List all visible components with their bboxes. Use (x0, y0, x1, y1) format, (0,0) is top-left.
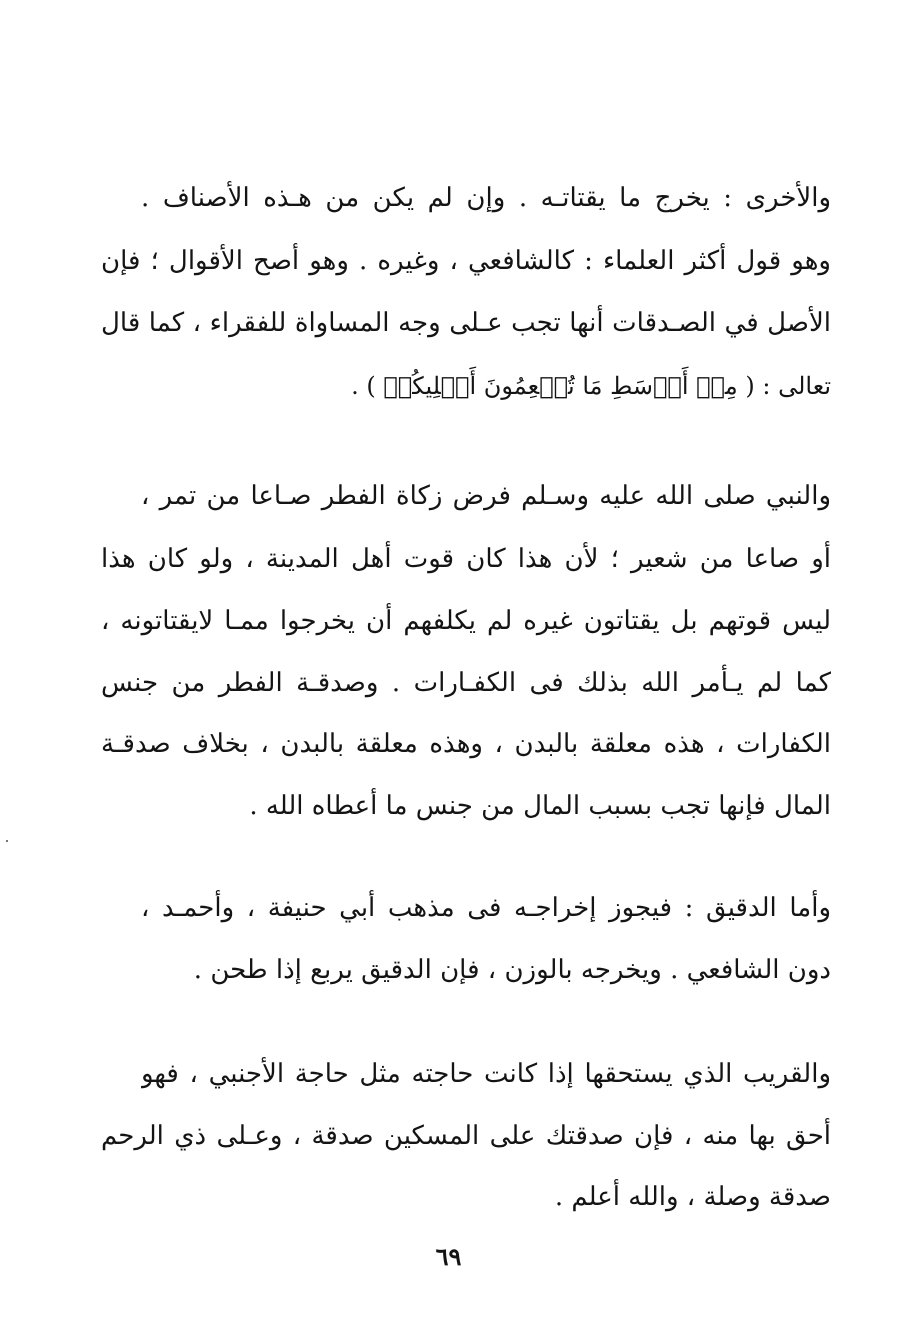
paragraph-2-line-2: أو صاعا من شعير ؛ لأن هذا كان قوت أهل المدينة ، ولو كان هذا (101, 544, 831, 574)
paragraph-2-line-5: الكفارات ، هذه معلقة بالبدن ، وهذه معلقة بالبدن ، بخلاف صدقـة (101, 729, 831, 759)
paragraph-1-line-3: الأصل في الصـدقات أنها تجب عـلى وجه المساواة للفقراء ، كما قال (101, 308, 831, 338)
paragraph-4-line-2: أحق بها منه ، فإن صدقتك على المسكين صدقة ، وعـلى ذي الرحم (101, 1121, 831, 1151)
paragraph-3-line-2: دون الشافعي . ويخرجه بالوزن ، فإن الدقيق يربع إذا طحن . (193, 955, 831, 985)
paragraph-1-line-2: وهو قول أكثر العلماء : كالشافعي ، وغيره . وهو أصح الأقوال ؛ فإن (101, 246, 831, 276)
paragraph-2-line-6: المال فإنها تجب بسبب المال من جنس ما أعطاه الله . (249, 791, 831, 821)
scan-speck (6, 840, 8, 842)
paragraph-2-line-4: كما لم يـأمر الله بذلك فى الكفـارات . وصدقـة الفطر من جنس (101, 668, 831, 698)
paragraph-1-line-4-quranic-verse: تعالى : ( مِنۡ أَوۡسَطِ مَا تُطۡعِمُونَ أَهۡلِيكُمۡ ) . (351, 372, 831, 400)
paragraph-2-line-1: والنبي صلى الله عليه وسـلم فرض زكاة الفطر صـاعا من تمر ، (141, 481, 831, 511)
paragraph-2-line-3: ليس قوتهم بل يقتاتون غيره لم يكلفهم أن يخرجوا ممـا لايقتاتونه ، (101, 606, 831, 636)
paragraph-1-line-1: والأخرى : يخرج ما يقتاتـه . وإن لم يكن من هـذه الأصناف . (141, 183, 831, 213)
paragraph-4-line-3: صدقة وصلة ، والله أعلم . (554, 1182, 831, 1212)
paragraph-4-line-1: والقريب الذي يستحقها إذا كانت حاجته مثل حاجة الأجنبي ، فهو (141, 1059, 831, 1089)
paragraph-3-line-1: وأما الدقيق : فيجوز إخراجـه فى مذهب أبي حنيفة ، وأحمـد ، (141, 893, 831, 923)
page-number: ٦٩ (435, 1242, 462, 1271)
